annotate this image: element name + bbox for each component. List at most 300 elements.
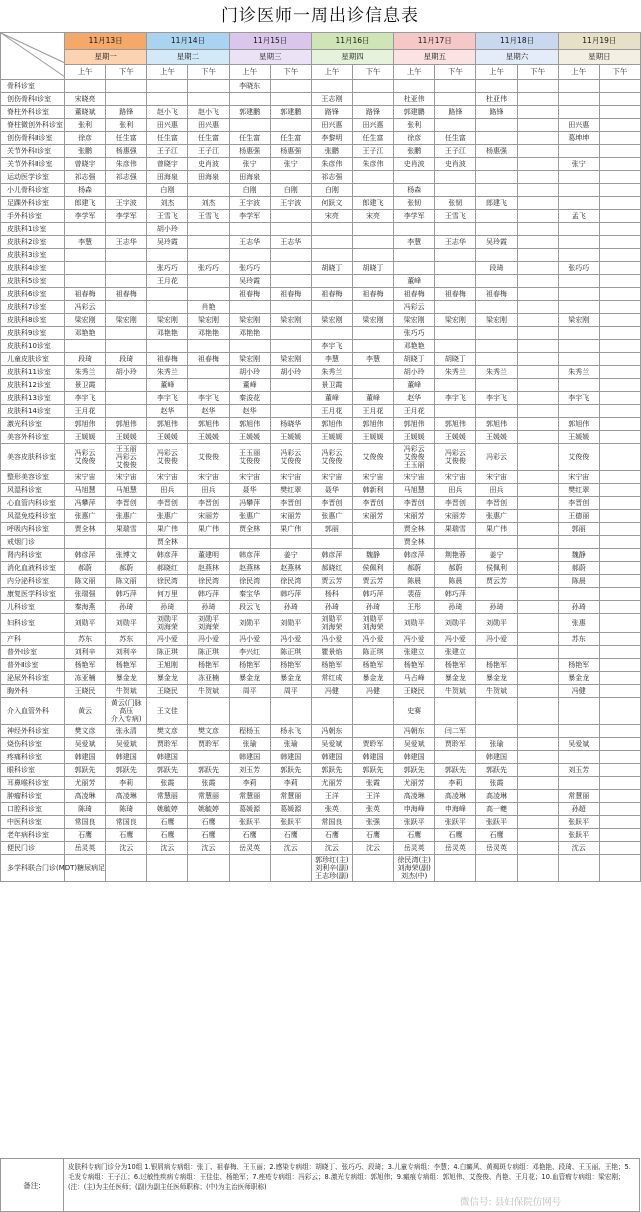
doctor-cell	[188, 236, 229, 249]
doctor-name: 沈云	[571, 844, 586, 852]
doctor-name: 祁志强	[321, 173, 343, 181]
doctor-name: 任生富	[362, 134, 384, 142]
doctor-cell	[229, 171, 270, 184]
doctor-name: 王媛媛	[321, 433, 343, 441]
doctor-cell	[147, 392, 188, 405]
doctor-name: 艾俊俊	[568, 453, 590, 461]
doctor-cell	[188, 510, 229, 523]
doctor-cell	[517, 275, 558, 288]
doctor-cell	[311, 659, 352, 672]
department-label: 骨科诊室	[7, 82, 35, 90]
doctor-name: 张霞	[366, 779, 381, 787]
department-name	[1, 93, 65, 106]
doctor-cell	[435, 816, 476, 829]
doctor-name: 王洋	[324, 792, 339, 800]
doctor-name: 李慧	[407, 238, 422, 246]
doctor-cell	[599, 764, 640, 777]
doctor-cell	[229, 803, 270, 816]
doctor-cell	[394, 536, 435, 549]
doctor-cell	[476, 646, 517, 659]
doctor-cell	[599, 223, 640, 236]
doctor-cell	[106, 327, 147, 340]
doctor-name: 石鹰	[201, 818, 216, 826]
doctor-name: 刘海荣	[156, 623, 178, 631]
doctor-cell	[229, 106, 270, 119]
doctor-cell	[65, 471, 106, 484]
doctor-cell	[65, 725, 106, 738]
doctor-cell	[352, 379, 393, 392]
doctor-cell	[229, 777, 270, 790]
doctor-cell	[558, 314, 599, 327]
doctor-cell	[106, 484, 147, 497]
doctor-cell	[188, 562, 229, 575]
doctor-cell	[106, 790, 147, 803]
doctor-cell	[311, 790, 352, 803]
doctor-cell	[517, 698, 558, 725]
schedule-row	[1, 471, 641, 484]
doctor-cell	[106, 366, 147, 379]
doctor-cell	[599, 777, 640, 790]
doctor-cell	[270, 698, 311, 725]
doctor-cell	[229, 353, 270, 366]
doctor-cell	[558, 549, 599, 562]
doctor-cell	[517, 646, 558, 659]
department-label: 消化血液科诊室	[7, 564, 56, 572]
department-name	[1, 698, 65, 725]
doctor-cell	[394, 685, 435, 698]
doctor-cell	[352, 633, 393, 646]
doctor-cell	[65, 236, 106, 249]
doctor-cell	[476, 601, 517, 614]
doctor-cell	[435, 249, 476, 262]
doctor-cell	[394, 510, 435, 523]
doctor-cell	[270, 366, 311, 379]
doctor-cell	[435, 444, 476, 471]
doctor-cell	[476, 197, 517, 210]
doctor-name: 胡小玲	[115, 368, 137, 376]
doctor-cell	[188, 816, 229, 829]
morning-header: 上午	[476, 65, 517, 80]
doctor-name: 冯彩云	[444, 449, 466, 457]
doctor-name: 刘利辛	[74, 648, 96, 656]
doctor-name: 暴金龙	[280, 674, 302, 682]
doctor-cell	[229, 301, 270, 314]
doctor-cell	[599, 842, 640, 855]
doctor-cell	[229, 327, 270, 340]
doctor-cell	[476, 158, 517, 171]
doctor-cell	[270, 588, 311, 601]
doctor-cell	[517, 510, 558, 523]
doctor-name: 暴金龙	[568, 674, 590, 682]
doctor-cell	[229, 145, 270, 158]
doctor-name: 高凌琳	[444, 792, 466, 800]
doctor-name: 徐彦	[78, 134, 93, 142]
doctor-cell	[476, 223, 517, 236]
doctor-name: 董峰	[407, 381, 422, 389]
doctor-cell	[188, 497, 229, 510]
doctor-name: 徐民湾	[280, 577, 302, 585]
doctor-cell	[435, 314, 476, 327]
doctor-cell	[270, 327, 311, 340]
department-label: 美容皮肤科诊室	[7, 453, 56, 461]
schedule-row	[1, 510, 641, 523]
doctor-name: 冻亚楠	[74, 674, 96, 682]
doctor-cell	[394, 379, 435, 392]
department-label: 耳鼻喉科诊室	[7, 779, 49, 787]
schedule-row	[1, 646, 641, 659]
doctor-cell	[435, 106, 476, 119]
doctor-name: 何万里	[156, 590, 178, 598]
doctor-cell	[352, 510, 393, 523]
doctor-name: 杨惠强	[239, 147, 261, 155]
schedule-row	[1, 119, 641, 132]
department-name	[1, 132, 65, 145]
doctor-cell	[599, 262, 640, 275]
doctor-name: 梁宏刚	[239, 355, 261, 363]
doctor-name: 郭跃先	[444, 766, 466, 774]
doctor-name: 李宇飞	[156, 394, 178, 402]
doctor-cell	[558, 418, 599, 431]
doctor-name: 冯彩云	[115, 453, 137, 461]
department-name	[1, 158, 65, 171]
doctor-cell	[147, 829, 188, 842]
doctor-cell	[435, 855, 476, 882]
doctor-cell	[65, 523, 106, 536]
doctor-cell	[352, 366, 393, 379]
doctor-cell	[147, 777, 188, 790]
department-label: 神经外科诊室	[7, 727, 49, 735]
doctor-cell	[65, 93, 106, 106]
doctor-name: 路锋	[324, 108, 339, 116]
doctor-cell	[147, 197, 188, 210]
doctor-name: 闫二军	[444, 727, 466, 735]
doctor-name: 李学军	[115, 212, 137, 220]
doctor-name: 冯小爱	[239, 635, 261, 643]
doctor-cell	[229, 549, 270, 562]
doctor-name: 郭旭伟	[74, 420, 96, 428]
schedule-row	[1, 633, 641, 646]
department-label: 肿瘤科诊室	[7, 792, 42, 800]
doctor-name: 杨艳军	[197, 661, 219, 669]
department-name	[1, 497, 65, 510]
doctor-name: 张跃平	[280, 818, 302, 826]
doctor-name: 申海峰	[444, 805, 466, 813]
doctor-cell	[517, 523, 558, 536]
doctor-name: 吴爱斌	[568, 740, 590, 748]
department-label: 康复医学科诊室	[7, 590, 56, 598]
department-name	[1, 588, 65, 601]
doctor-name: 张跃平	[403, 818, 425, 826]
doctor-name: 姚毓婷	[156, 805, 178, 813]
doctor-cell	[270, 223, 311, 236]
doctor-cell	[270, 379, 311, 392]
doctor-name: 董建明	[197, 551, 219, 559]
doctor-cell	[106, 738, 147, 751]
doctor-cell	[188, 301, 229, 314]
doctor-name: 朱彦伟	[362, 160, 384, 168]
doctor-name: 岳灵英	[444, 844, 466, 852]
doctor-cell	[352, 672, 393, 685]
doctor-cell	[147, 444, 188, 471]
doctor-cell	[311, 536, 352, 549]
doctor-cell	[270, 262, 311, 275]
doctor-name: 冯健	[571, 687, 586, 695]
doctor-name: 牛贺斌	[444, 687, 466, 695]
doctor-cell	[558, 405, 599, 418]
doctor-name: 王玉丽	[403, 461, 425, 469]
doctor-cell	[188, 698, 229, 725]
doctor-cell	[558, 816, 599, 829]
doctor-cell	[352, 575, 393, 588]
doctor-name: 郭跃先	[197, 766, 219, 774]
doctor-cell	[394, 210, 435, 223]
doctor-name: 冯攀萍	[74, 499, 96, 507]
doctor-cell	[394, 288, 435, 301]
doctor-cell	[65, 327, 106, 340]
doctor-cell	[599, 80, 640, 93]
doctor-cell	[188, 601, 229, 614]
doctor-cell	[147, 145, 188, 158]
schedule-row	[1, 249, 641, 262]
doctor-name: 葛坤坤	[568, 134, 590, 142]
doctor-cell	[270, 685, 311, 698]
doctor-name: 陈正琪	[197, 648, 219, 656]
doctor-name: 冻亚楠	[197, 674, 219, 682]
doctor-cell	[188, 158, 229, 171]
schedule-row	[1, 340, 641, 353]
date-header: 11月16日	[311, 33, 393, 50]
doctor-cell	[188, 223, 229, 236]
doctor-name: 任生富	[444, 134, 466, 142]
doctor-cell	[106, 646, 147, 659]
department-name	[1, 171, 65, 184]
doctor-name: 沈云	[119, 844, 134, 852]
doctor-name: 王媛媛	[485, 433, 507, 441]
doctor-cell	[394, 171, 435, 184]
doctor-name: 宋宁宙	[74, 473, 96, 481]
doctor-name: 梁宏刚	[115, 316, 137, 324]
doctor-name: 张瑜	[242, 740, 257, 748]
doctor-cell	[188, 588, 229, 601]
doctor-name: 郭旭伟	[568, 420, 590, 428]
doctor-cell	[65, 536, 106, 549]
doctor-cell	[558, 327, 599, 340]
doctor-cell	[435, 685, 476, 698]
doctor-cell	[65, 549, 106, 562]
doctor-cell	[311, 379, 352, 392]
doctor-name: 樊红翠	[568, 486, 590, 494]
schedule-row	[1, 484, 641, 497]
schedule-row	[1, 288, 641, 301]
doctor-cell	[558, 236, 599, 249]
doctor-cell	[229, 698, 270, 725]
doctor-name: 王旭刚	[156, 661, 178, 669]
schedule-row	[1, 751, 641, 764]
department-label: 产科	[7, 635, 21, 643]
doctor-name: 陈晨	[407, 577, 422, 585]
doctor-cell	[147, 523, 188, 536]
doctor-name: 韩巧萍	[362, 590, 384, 598]
doctor-name: 田兵	[160, 486, 175, 494]
doctor-name: 吴爱斌	[403, 740, 425, 748]
doctor-name: 杨惠强	[115, 147, 137, 155]
department-name	[1, 523, 65, 536]
doctor-name: 祖春梅	[156, 355, 178, 363]
doctor-cell	[435, 790, 476, 803]
doctor-cell	[517, 672, 558, 685]
doctor-cell	[599, 816, 640, 829]
doctor-name: 杨惠强	[485, 147, 507, 155]
weekday-header: 星期五	[394, 50, 476, 65]
doctor-name: 张惠广	[239, 512, 261, 520]
doctor-cell	[311, 132, 352, 145]
doctor-cell	[558, 536, 599, 549]
doctor-cell	[147, 659, 188, 672]
doctor-cell	[311, 601, 352, 614]
doctor-cell	[65, 418, 106, 431]
doctor-cell	[352, 562, 393, 575]
doctor-cell	[106, 379, 147, 392]
doctor-cell	[352, 497, 393, 510]
doctor-cell	[106, 588, 147, 601]
doctor-name: 杨永飞	[280, 727, 302, 735]
doctor-name: 苏东	[571, 635, 586, 643]
doctor-name: 贾聆军	[156, 740, 178, 748]
doctor-name: 宋宁宙	[156, 473, 178, 481]
department-name	[1, 816, 65, 829]
doctor-cell	[394, 158, 435, 171]
department-name	[1, 549, 65, 562]
doctor-name: 陈晨	[571, 577, 586, 585]
doctor-name: 邓艳艳	[74, 329, 96, 337]
doctor-cell	[270, 497, 311, 510]
schedule-row	[1, 405, 641, 418]
schedule-row	[1, 816, 641, 829]
doctor-cell	[435, 777, 476, 790]
department-name	[1, 340, 65, 353]
schedule-row	[1, 614, 641, 633]
doctor-cell	[394, 471, 435, 484]
doctor-name: 董峰	[366, 394, 381, 402]
doctor-cell	[270, 842, 311, 855]
doctor-name: 张惠广	[485, 512, 507, 520]
doctor-cell	[106, 601, 147, 614]
doctor-cell	[435, 210, 476, 223]
doctor-name: 张跃平	[239, 818, 261, 826]
doctor-name: 张巧巧	[568, 264, 590, 272]
doctor-name: 石鹰	[242, 831, 257, 839]
doctor-name: 刘玉芳	[568, 766, 590, 774]
doctor-cell	[106, 119, 147, 132]
doctor-cell	[229, 659, 270, 672]
doctor-cell	[558, 119, 599, 132]
doctor-name: 韩彦萍	[156, 551, 178, 559]
doctor-cell	[270, 646, 311, 659]
doctor-name: 郭丽	[571, 525, 586, 533]
doctor-name: 石鹰	[448, 831, 463, 839]
doctor-cell	[147, 633, 188, 646]
doctor-name: 段琦	[119, 355, 134, 363]
doctor-name: 陈正琪	[156, 648, 178, 656]
doctor-name: 贾云芳	[485, 577, 507, 585]
department-label: 皮肤科3诊室	[7, 251, 47, 259]
doctor-cell	[270, 171, 311, 184]
doctor-name: 韩新利	[362, 486, 384, 494]
doctor-name: 景卫霞	[321, 381, 343, 389]
department-name	[1, 405, 65, 418]
date-header: 11月18日	[476, 33, 558, 50]
doctor-cell	[599, 327, 640, 340]
doctor-cell	[476, 685, 517, 698]
doctor-cell	[270, 145, 311, 158]
doctor-name: 葛媛源	[239, 805, 261, 813]
doctor-cell	[558, 588, 599, 601]
doctor-name: 张惠广	[74, 512, 96, 520]
doctor-cell	[394, 93, 435, 106]
doctor-name: 刘勋平	[115, 619, 137, 627]
doctor-cell	[558, 132, 599, 145]
doctor-name: 暴金龙	[115, 674, 137, 682]
doctor-cell	[147, 106, 188, 119]
doctor-cell	[147, 366, 188, 379]
doctor-name: 郝晓红	[321, 564, 343, 572]
doctor-name: 韩建国	[485, 753, 507, 761]
doctor-cell	[311, 829, 352, 842]
doctor-name: 杨艳军	[485, 661, 507, 669]
doctor-cell	[394, 184, 435, 197]
doctor-name: 郭旭伟	[239, 420, 261, 428]
doctor-cell	[188, 314, 229, 327]
doctor-cell	[599, 646, 640, 659]
doctor-cell	[270, 601, 311, 614]
doctor-cell	[229, 379, 270, 392]
doctor-name: 冯彩云	[321, 449, 343, 457]
doctor-name: 聂华	[324, 486, 339, 494]
doctor-cell	[147, 842, 188, 855]
doctor-name: 李晋创	[156, 499, 178, 507]
doctor-cell	[352, 405, 393, 418]
doctor-name: 杨艳军	[403, 661, 425, 669]
doctor-name: 牛贺斌	[485, 687, 507, 695]
doctor-name: 刘杰	[160, 199, 175, 207]
doctor-cell	[229, 262, 270, 275]
doctor-cell	[558, 698, 599, 725]
schedule-row	[1, 575, 641, 588]
doctor-cell	[352, 132, 393, 145]
doctor-name: 马旭慧	[115, 486, 137, 494]
doctor-name: 赵小飞	[156, 108, 178, 116]
doctor-cell	[106, 275, 147, 288]
department-label: 疼痛科诊室	[7, 753, 42, 761]
doctor-cell	[476, 698, 517, 725]
doctor-name: 路锋	[489, 108, 504, 116]
doctor-cell	[106, 210, 147, 223]
doctor-name: 沈云	[160, 844, 175, 852]
doctor-cell	[270, 816, 311, 829]
doctor-cell	[147, 340, 188, 353]
doctor-cell	[270, 855, 311, 882]
schedule-row	[1, 392, 641, 405]
doctor-name: 冯彩云	[74, 303, 96, 311]
doctor-cell	[229, 418, 270, 431]
schedule-row	[1, 698, 641, 725]
doctor-name: 张利	[407, 121, 422, 129]
doctor-cell	[558, 171, 599, 184]
doctor-cell	[517, 562, 558, 575]
afternoon-header: 下午	[188, 65, 229, 80]
doctor-name: 宋宁宙	[197, 473, 219, 481]
doctor-cell	[106, 614, 147, 633]
